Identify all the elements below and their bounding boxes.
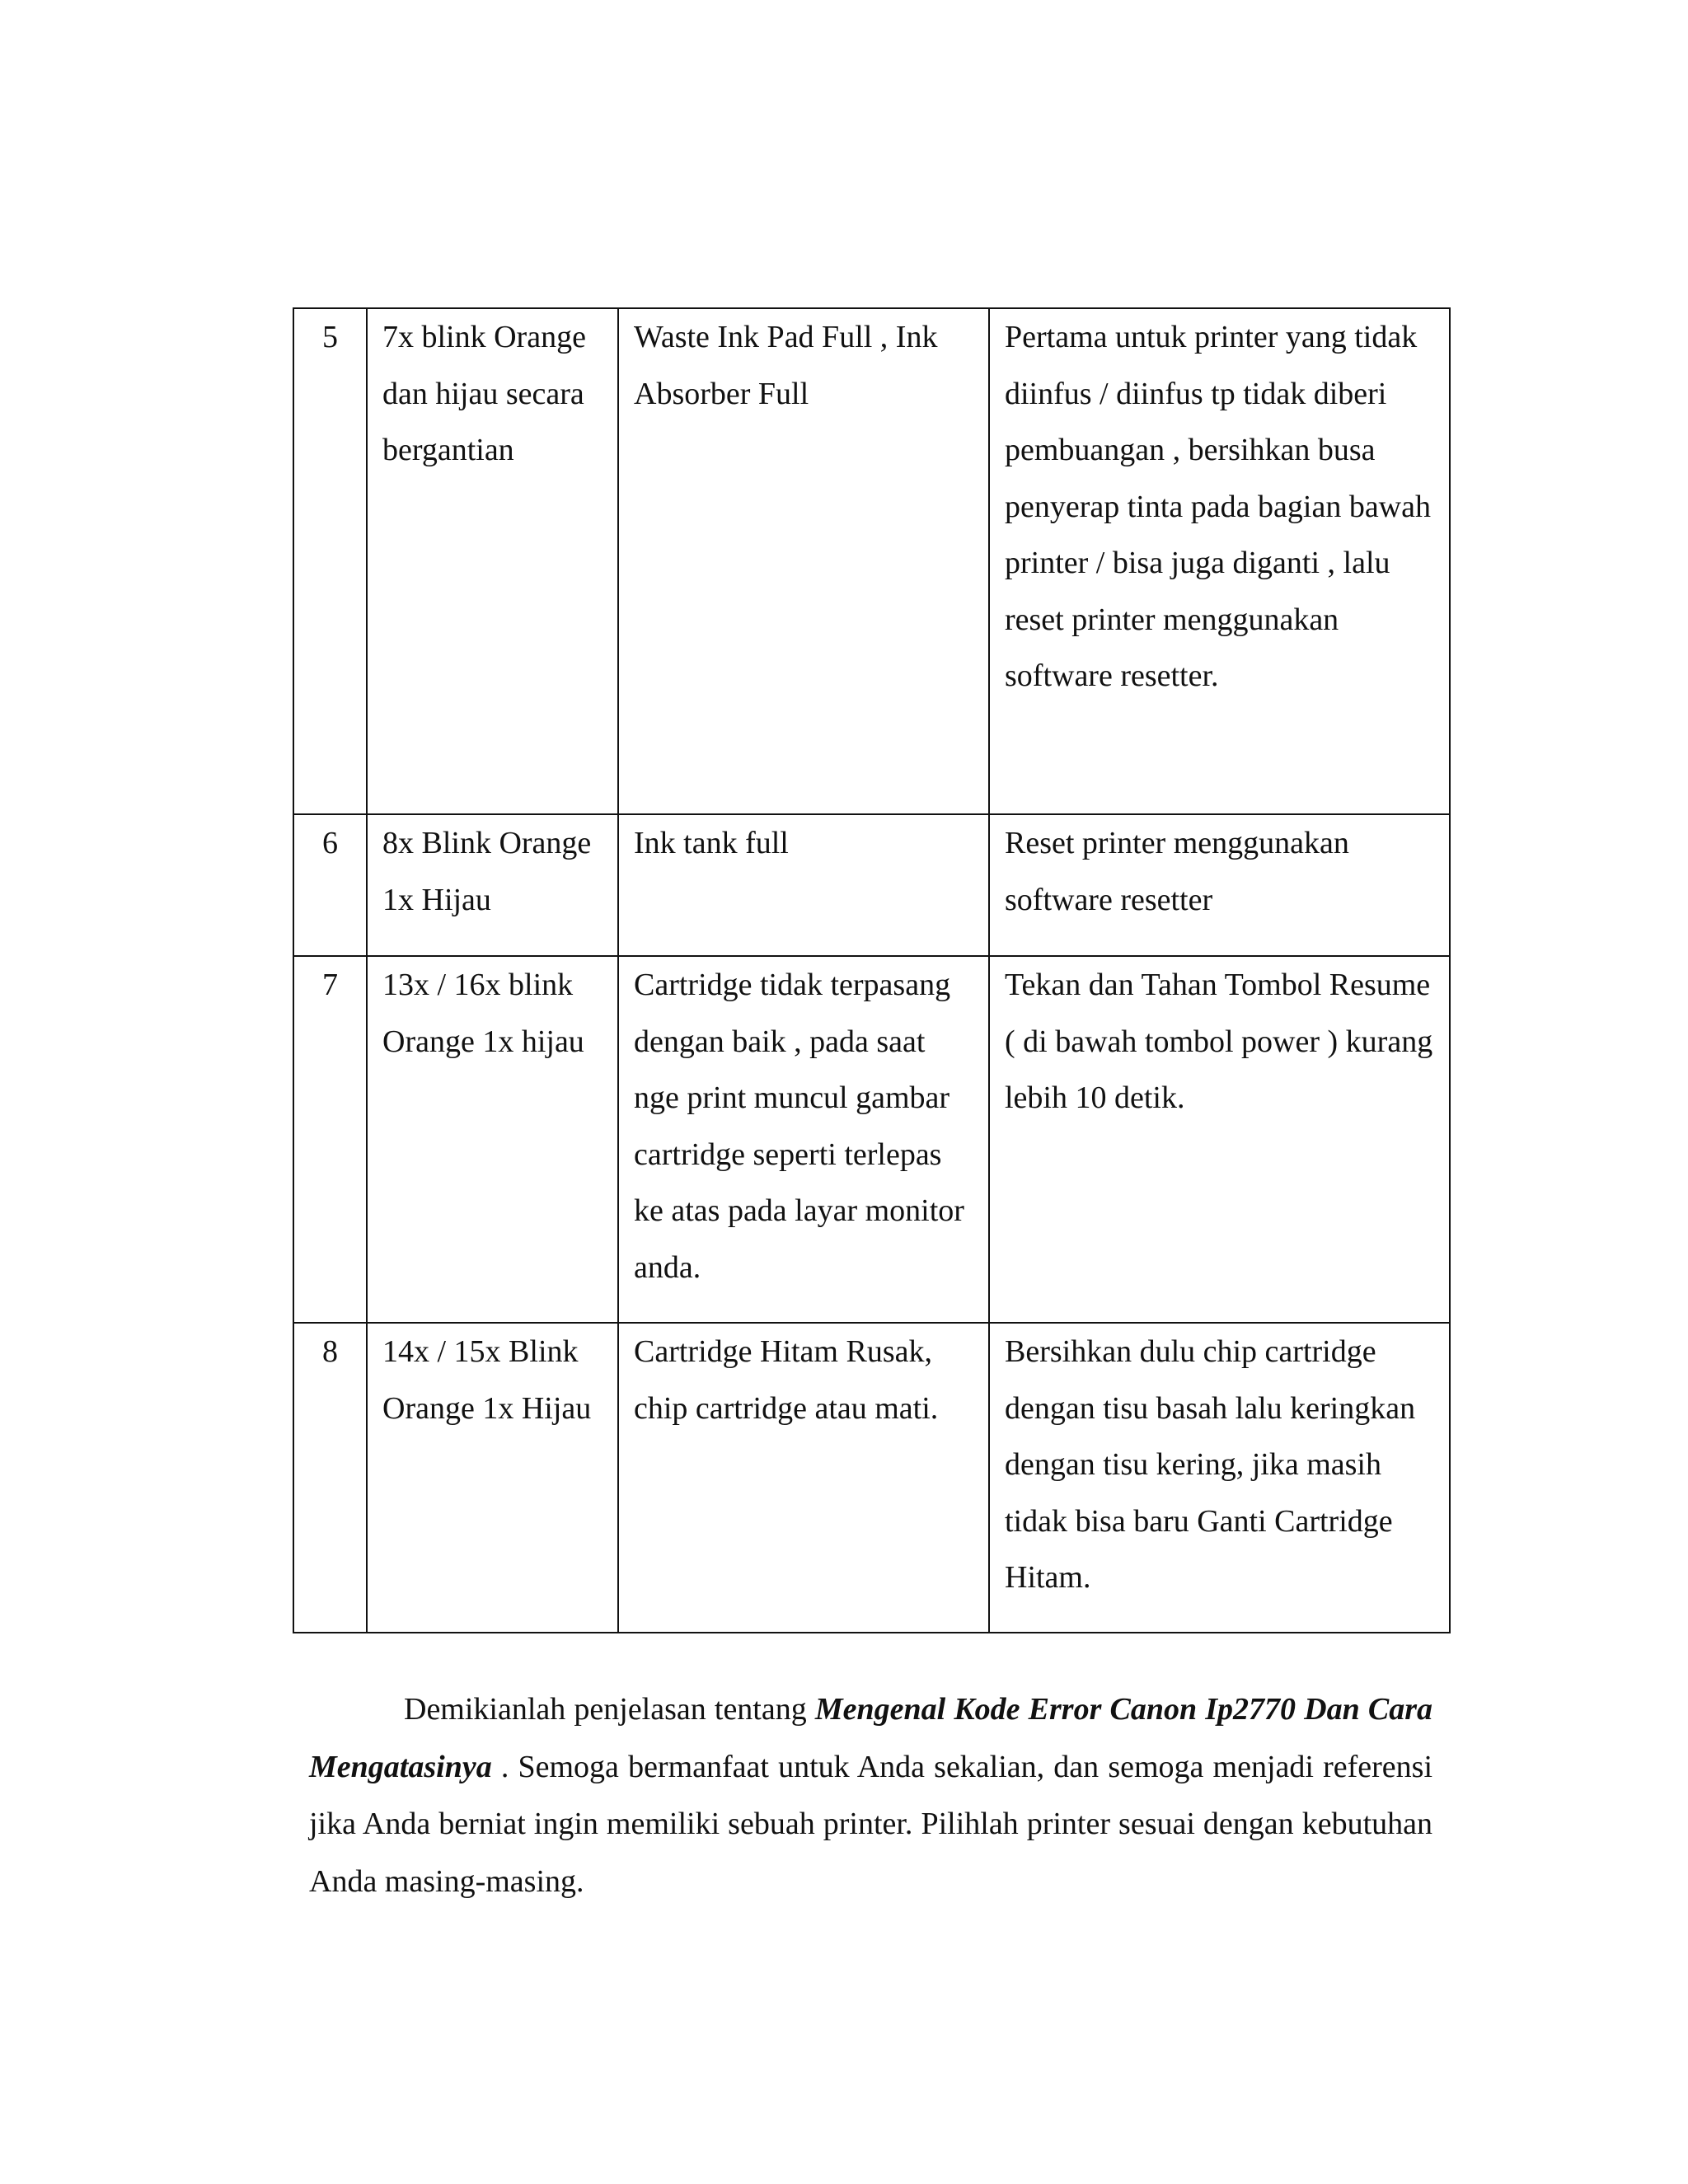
table-row: [293, 956, 1450, 1323]
closing-intro: Demikianlah penjelasan tentang: [404, 1692, 815, 1727]
error-solution: Tekan dan Tahan Tombol Resume ( di bawah tombol power ) kurang lebih 10 detik.: [989, 956, 1450, 1323]
table-row: [293, 1323, 1450, 1633]
error-solution: Pertama untuk printer yang tidak diinfus / diinfus tp tidak diberi pembuangan , bersihkan busa penyerap tinta pada bagian bawah printer / bisa juga diganti , lalu reset printer menggunakan software resetter.: [989, 308, 1450, 814]
row-number: 8: [293, 1323, 367, 1633]
error-solution: Reset printer menggunakan software resetter: [989, 814, 1450, 956]
blink-indicator: 14x / 15x Blink Orange 1x Hijau: [367, 1323, 618, 1633]
error-description: Cartridge tidak terpasang dengan baik , pada saat nge print muncul gambar cartridge seperti terlepas ke atas pada layar monitor anda.: [618, 956, 989, 1323]
blink-indicator: 7x blink Orange dan hijau secara bergantian: [367, 308, 618, 814]
closing-paragraph: [309, 1681, 1432, 1910]
error-description: Waste Ink Pad Full , Ink Absorber Full: [618, 308, 989, 814]
table-row: [293, 814, 1450, 956]
blink-indicator: 13x / 16x blink Orange 1x hijau: [367, 956, 618, 1323]
row-number: 5: [293, 308, 367, 814]
error-solution: Bersihkan dulu chip cartridge dengan tisu basah lalu keringkan dengan tisu kering, jika masih tidak bisa baru Ganti Cartridge Hitam.: [989, 1323, 1450, 1633]
table-row: [293, 308, 1450, 814]
error-code-table: [293, 307, 1451, 1633]
blink-indicator: 8x Blink Orange 1x Hijau: [367, 814, 618, 956]
closing-rest: . Semoga bermanfaat untuk Anda sekalian, dan semoga menjadi referensi jika Anda berniat ingin memiliki sebuah printer. Pilihlah printer sesuai dengan kebutuhan Anda masing-masing.: [309, 1749, 1432, 1899]
row-number: 7: [293, 956, 367, 1323]
error-description: Cartridge Hitam Rusak, chip cartridge atau mati.: [618, 1323, 989, 1633]
article-title: Mengenal Kode Error Canon Ip2770 Dan Cara Mengatasinya: [309, 1692, 1432, 1784]
error-description: Ink tank full: [618, 814, 989, 956]
row-number: 6: [293, 814, 367, 956]
